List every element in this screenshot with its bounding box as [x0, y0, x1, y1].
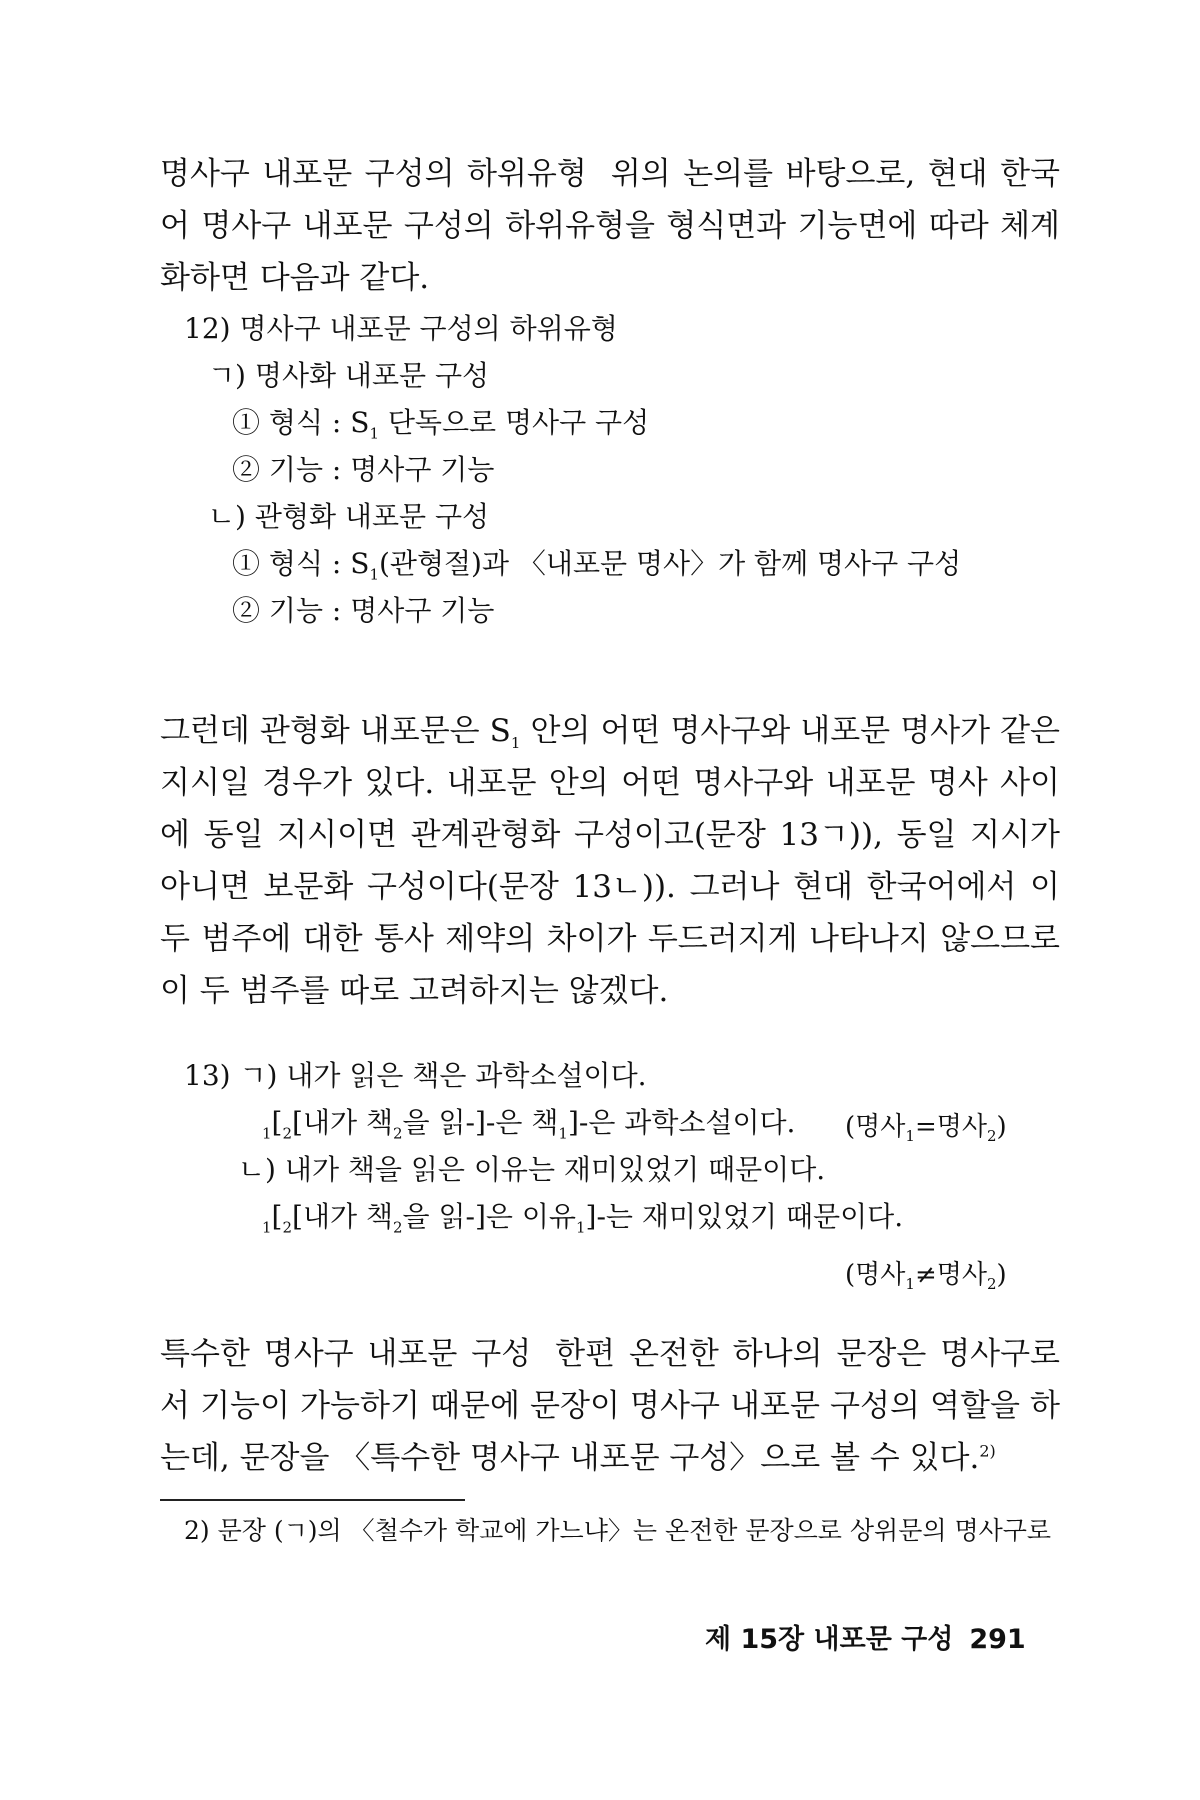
- paragraph-text: 안의 어떤 명사구와 내포문 명사가 같은 지시일 경우가 있다. 내포문 안의 어떤 명사구와 내포문 명사 사이에 동일 지시이면 관계관형화 구성이고(문장 13ㄱ)), 동일 지시가 아니면 보문화 구성이다(문장 13ㄴ)). 그러나 현대 한국어에서 이 두 범주에 대한 통사 제약의 차이가 두드러지게 나타나지 않으므로 이 두 범주를 따로 고려하지는 않겠다.: [160, 713, 1060, 1009]
- bracket-index: 2: [282, 1124, 293, 1143]
- example-12: [184, 305, 961, 634]
- paragraph-relative-clause: [160, 705, 1060, 1017]
- example-sentence: 내가 책을 읽은 이유는 재미있었기 때문이다.: [284, 1153, 826, 1186]
- example-12-b-line: [184, 493, 961, 540]
- example-12-b1-line: [184, 540, 961, 587]
- subscript-index: 2: [986, 1127, 997, 1146]
- running-footer: [705, 1617, 1026, 1656]
- bracket-index: 1: [262, 1124, 272, 1143]
- circled-number: ②: [232, 594, 261, 627]
- note-text: ): [996, 1260, 1007, 1290]
- example-number: 13): [184, 1059, 231, 1092]
- note-text: (명사: [845, 1260, 906, 1290]
- item-label: ㄴ): [238, 1153, 276, 1186]
- item-text: 기능 : 명사구 기능: [268, 594, 495, 627]
- paragraph-subtypes-intro: [160, 148, 1060, 304]
- note-text: ): [996, 1112, 1007, 1142]
- note-text: ≠명사: [914, 1260, 987, 1290]
- paragraph-special-subtype: [160, 1328, 1060, 1484]
- circled-number: ②: [232, 453, 261, 486]
- item-text: (관형절)과 〈내포문 명사〉가 함께 명사구 구성: [378, 547, 962, 580]
- subscript-index: 2: [393, 1218, 403, 1237]
- subscript-index: 2: [986, 1275, 997, 1294]
- bracket-index: 2: [282, 1218, 293, 1237]
- chapter-title: 제 15장 내포문 구성: [705, 1624, 954, 1655]
- example-13: [184, 1052, 906, 1240]
- subscript-index: 1: [369, 424, 379, 443]
- item-label: ㄱ): [208, 359, 246, 392]
- parse-text: ]-는 재미있었기 때문이다.: [585, 1200, 904, 1233]
- item-title: 관형화 내포문 구성: [254, 500, 490, 533]
- subscript-index: 1: [905, 1275, 915, 1294]
- circled-number: ①: [232, 406, 261, 439]
- example-12-a-line: [184, 352, 961, 399]
- section-heading-subtypes: 명사구 내포문 구성의 하위유형: [160, 156, 587, 192]
- note-text: =명사: [914, 1112, 987, 1142]
- page-number: 291: [969, 1624, 1026, 1655]
- example-13-a-line: [184, 1052, 903, 1099]
- example-sentence: 내가 읽은 책은 과학소설이다.: [286, 1059, 647, 1092]
- example-title: 명사구 내포문 구성의 하위유형: [239, 312, 618, 345]
- item-label: ㄱ): [239, 1059, 278, 1092]
- example-13-a-parse: [184, 1099, 906, 1146]
- item-title: 명사화 내포문 구성: [254, 359, 490, 392]
- subscript-index: 1: [575, 1218, 586, 1237]
- note-text: (명사: [845, 1112, 906, 1142]
- example-13-b-note: [845, 1254, 1007, 1294]
- parse-text: [: [271, 1106, 283, 1139]
- example-13-a-note: [845, 1106, 1007, 1146]
- example-12-title-line: [184, 305, 961, 352]
- item-text: 형식 : S: [268, 547, 370, 580]
- parse-text: ]-은 과학소설이다.: [567, 1106, 796, 1139]
- subscript-index: 1: [905, 1127, 915, 1146]
- item-text: 형식 : S: [268, 406, 370, 439]
- paragraph-text: 위의 논의를 바탕으로, 현대 한국어 명사구 내포문 구성의 하위유형을 형식면과 기능면에 따라 체계화하면 다음과 같다.: [160, 156, 1061, 296]
- footnote-divider: [160, 1499, 465, 1501]
- paragraph-text: 한편 온전한 하나의 문장은 명사구로서 기능이 가능하기 때문에 문장이 명사구 내포문 구성의 역할을 하는데, 문장을 〈특수한 명사구 내포문 구성〉으로 볼 수 있다.: [160, 1336, 1061, 1476]
- circled-number: ①: [232, 547, 261, 580]
- parse-text: [: [271, 1200, 283, 1233]
- item-label: ㄴ): [208, 500, 246, 533]
- subscript-index: 1: [369, 565, 379, 584]
- footnote-2: 2) 문장 (ㄱ)의 〈철수가 학교에 가느냐〉는 온전한 문장으로 상위문의 명사구로: [184, 1516, 1052, 1545]
- section-heading-special: 특수한 명사구 내포문 구성: [160, 1336, 532, 1372]
- example-12-a1-line: [184, 399, 961, 446]
- subscript-index: 2: [393, 1124, 403, 1143]
- item-text: 단독으로 명사구 구성: [378, 406, 650, 439]
- parse-text: [내가 책: [292, 1106, 393, 1139]
- item-text: 기능 : 명사구 기능: [268, 453, 495, 486]
- paragraph-text: 그런데 관형화 내포문은 S: [160, 713, 511, 749]
- footnote-reference[interactable]: 2): [979, 1441, 996, 1461]
- parse-text: 을 읽-]은 이유: [402, 1200, 576, 1233]
- example-13-b-line: [184, 1146, 903, 1193]
- example-12-b2-line: [184, 587, 961, 634]
- parse-text: [내가 책: [292, 1200, 393, 1233]
- example-number: 12): [184, 312, 231, 345]
- bracket-index: 1: [262, 1218, 272, 1237]
- subscript-index: 1: [558, 1124, 568, 1143]
- parse-text: 을 읽-]-은 책: [402, 1106, 559, 1139]
- example-12-a2-line: [184, 446, 961, 493]
- subscript-index: 1: [510, 734, 521, 753]
- example-13-b-parse: [184, 1193, 903, 1240]
